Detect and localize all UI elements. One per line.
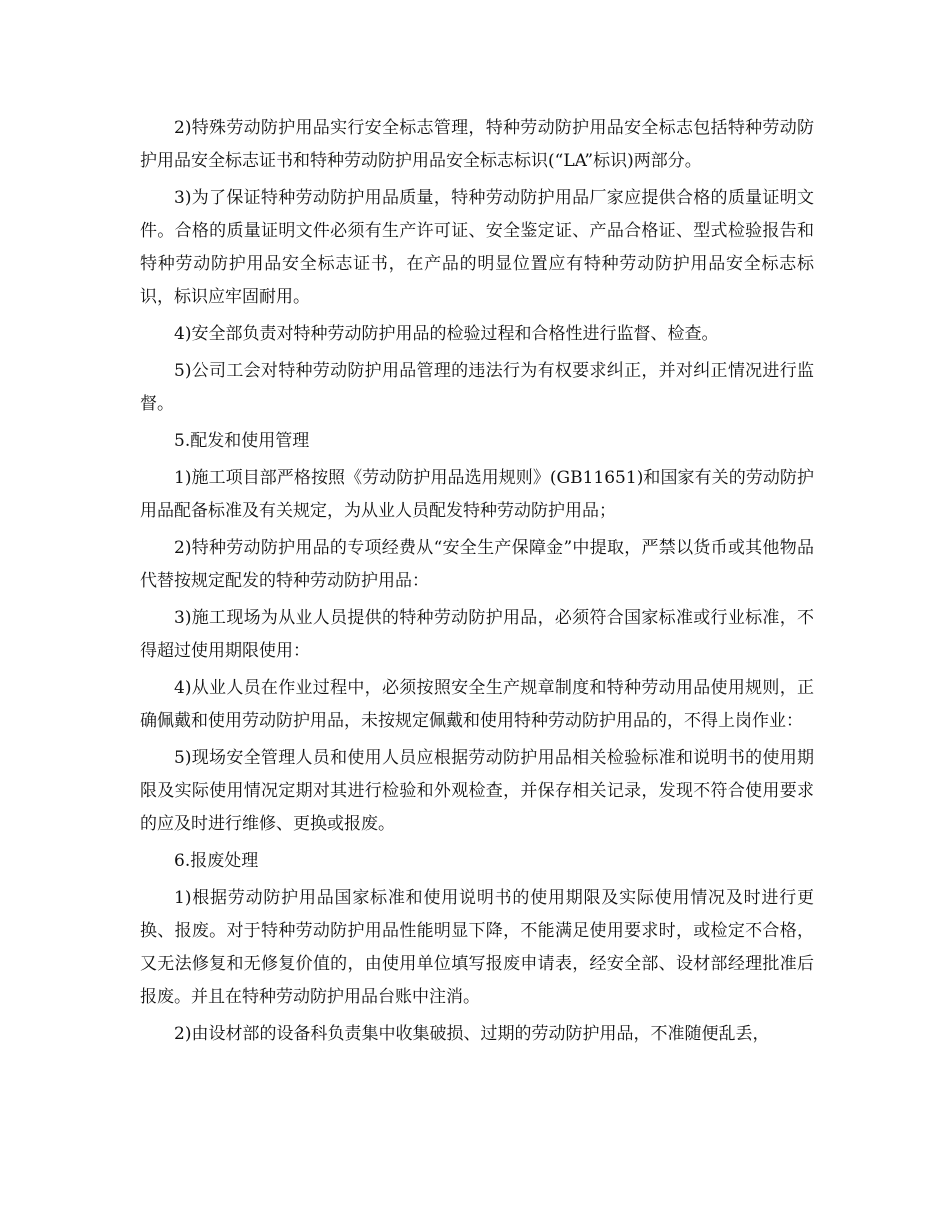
paragraph-site-provision-standard: 3)施工现场为从业人员提供的特种劳动防护用品，必须符合国家标准或行业标准，不得超过使用期限使用： [140, 608, 814, 661]
paragraph-quality-certificate: 3)为了保证特种劳动防护用品质量，特种劳动防护用品厂家应提供合格的质量证明文件。合格的质量证明文件必须有生产许可证、安全鉴定证、产品合格证、型式检验报告和特种劳动防护用品安全标志证书，在产品的明显位置应有特种劳动防护用品安全标志标识，标识应牢固耐用。 [140, 188, 814, 307]
section-heading-scrap-handling: 6.报废处理 [174, 851, 259, 871]
paragraph-safety-mark-management: 2)特殊劳动防护用品实行安全标志管理，特种劳动防护用品安全标志包括特种劳动防护用品安全标志证书和特种劳动防护用品安全标志标识(“LA”标识)两部分。 [140, 118, 814, 171]
section-heading-distribution-use: 5.配发和使用管理 [174, 431, 310, 451]
paragraph-union-supervision: 5)公司工会对特种劳动防护用品管理的违法行为有权要求纠正，并对纠正情况进行监督。 [140, 361, 814, 414]
paragraph-replacement-scrapping: 1)根据劳动防护用品国家标准和使用说明书的使用期限及实际使用情况及时进行更换、报废。对于特种劳动防护用品性能明显下降，不能满足使用要求时，或检定不合格，又无法修复和无修复价值的，由使用单位填写报废申请表，经安全部、设材部经理批准后报废。并且在特种劳动防护用品台账中注消。 [140, 888, 814, 1007]
paragraph-periodic-inspection: 5)现场安全管理人员和使用人员应根据劳动防护用品相关检验标准和说明书的使用期限及实际使用情况定期对其进行检验和外观检查，并保存相关记录，发现不符合使用要求的应及时进行维修、更换或报废。 [140, 748, 814, 834]
paragraph-worker-usage-rule: 4)从业人员在作业过程中，必须按照安全生产规章制度和特种劳动用品使用规则，正确佩戴和使用劳动防护用品，未按规定佩戴和使用特种劳动防护用品的，不得上岗作业： [140, 678, 814, 731]
paragraph-distribution-standard: 1)施工项目部严格按照《劳动防护用品选用规则》(GB11651)和国家有关的劳动防护用品配备标准及有关规定，为从业人员配发特种劳动防护用品； [140, 468, 814, 521]
paragraph-collection-disposal: 2)由设材部的设备科负责集中收集破损、过期的劳动防护用品，不准随便乱丢， [174, 1024, 770, 1044]
paragraph-safety-department-supervision: 4)安全部负责对特种劳动防护用品的检验过程和合格性进行监督、检查。 [174, 324, 719, 344]
paragraph-special-funding: 2)特种劳动防护用品的专项经费从“安全生产保障金”中提取，严禁以货币或其他物品代替按规定配发的特种劳动防护用品： [140, 538, 814, 591]
document-body [140, 112, 814, 1055]
